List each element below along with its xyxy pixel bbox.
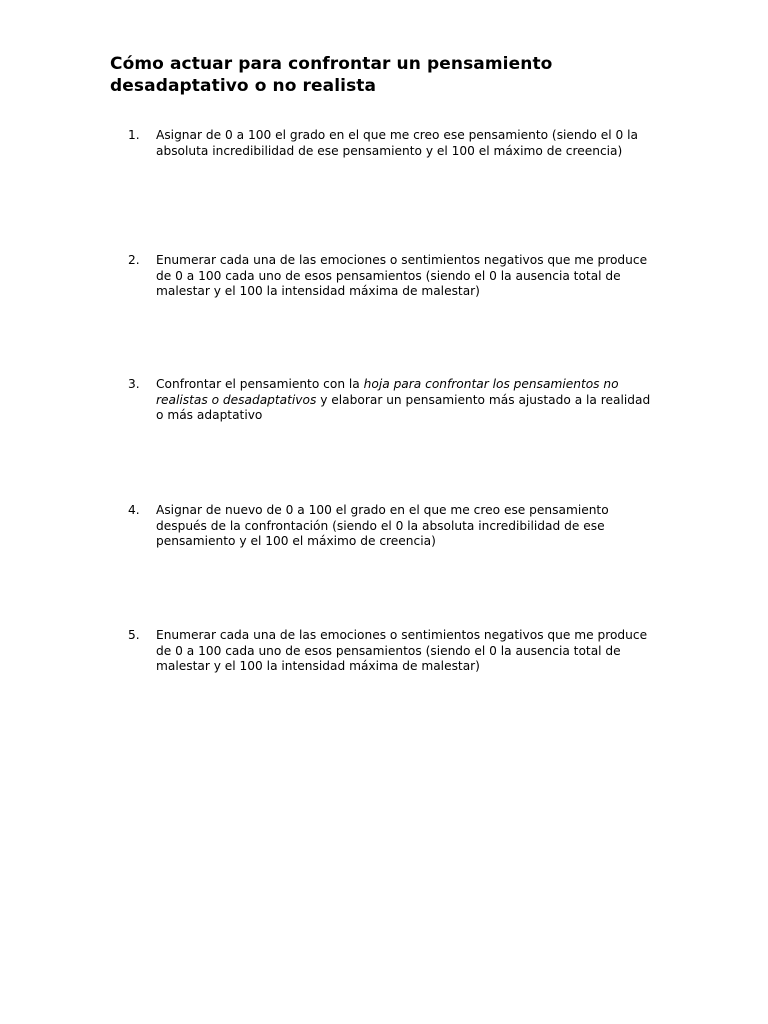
list-item-number: 3. — [128, 377, 140, 391]
title-line-2: desadaptativo o no realista — [110, 76, 377, 96]
list-item-number: 1. — [128, 128, 140, 142]
list-item-4 — [128, 503, 668, 550]
list-item-text-after: y elaborar un pensamiento más ajustado a la realidad o más adaptativo — [156, 392, 651, 422]
list-item-5 — [128, 628, 668, 675]
title-line-1: Cómo actuar para confrontar un pensamiento — [110, 54, 553, 74]
list-item-3 — [128, 377, 668, 424]
list-item-text-before: Confrontar el pensamiento con la — [156, 377, 364, 391]
document-title — [110, 53, 670, 97]
list-item-text — [156, 377, 661, 424]
list-item-1 — [128, 128, 668, 159]
list-item-text: Enumerar cada una de las emociones o sentimientos negativos que me produce de 0 a 100 cada uno de esos pensamientos (siendo el 0 la ausencia total de malestar y el 100 la intensidad máxima de malestar) — [156, 253, 648, 298]
list-item-number: 2. — [128, 253, 140, 267]
list-item-text: Asignar de 0 a 100 el grado en el que me creo ese pensamiento (siendo el 0 la absoluta incredibilidad de ese pensamiento y el 100 el máximo de creencia) — [156, 128, 638, 158]
list-item-number: 4. — [128, 503, 140, 517]
document-reference-italic: hoja para confrontar los pensamientos no realistas o desadaptativos — [156, 377, 619, 407]
list-item-text: Asignar de nuevo de 0 a 100 el grado en el que me creo ese pensamiento después de la confrontación (siendo el 0 la absoluta incredibilidad de ese pensamiento y el 100 el máximo de creencia) — [156, 503, 609, 548]
list-item-number: 5. — [128, 628, 140, 642]
list-item-text: Enumerar cada una de las emociones o sentimientos negativos que me produce de 0 a 100 cada uno de esos pensamientos (siendo el 0 la ausencia total de malestar y el 100 la intensidad máxima de malestar) — [156, 628, 648, 673]
list-item-2 — [128, 253, 668, 300]
